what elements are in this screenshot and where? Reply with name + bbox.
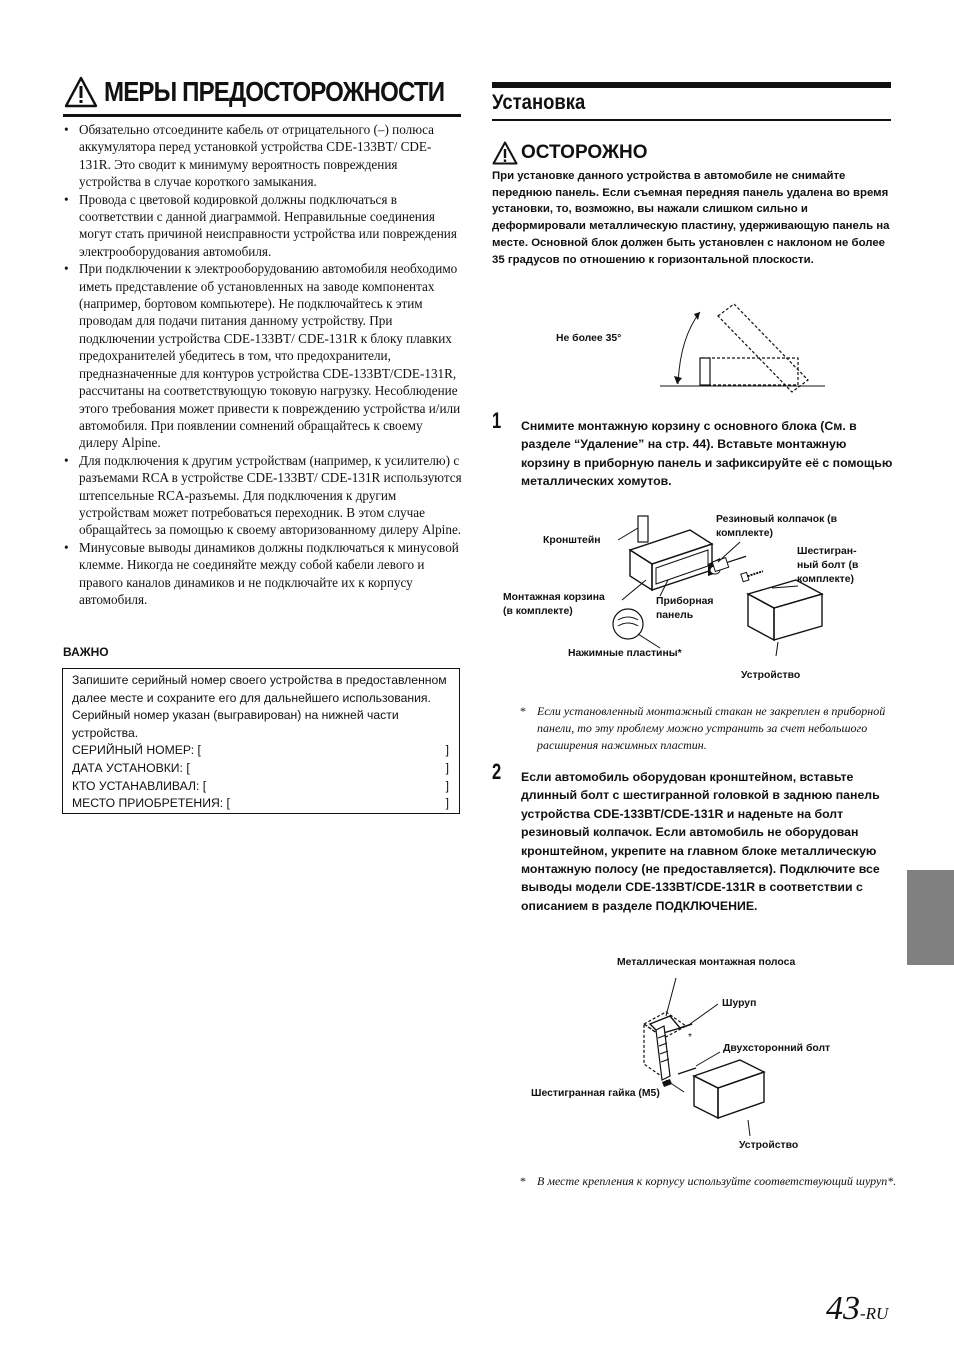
installation-title: Установка: [492, 91, 586, 114]
precautions-list: [62, 121, 462, 608]
label-pressure-plates: Нажимные пластины*: [568, 648, 682, 659]
install-date-field: [72, 760, 449, 778]
field-close: ]: [445, 743, 449, 758]
page-number: [826, 1290, 888, 1328]
caution-title: ОСТОРОЖНО: [521, 142, 648, 163]
label-rubber-cap: Резиновый колпачок (в комплекте): [716, 514, 838, 539]
caution-heading: [492, 140, 648, 166]
important-box: [62, 668, 460, 814]
footnote-2: [520, 1173, 909, 1190]
label-screw: Шуруп: [722, 998, 757, 1009]
step-2-text: Если автомобиль оборудован кронштейном, вставьте длинный болт с шестигранной головкой в заднюю панель устройства CDE-133BT/CDE-131R и наденьте на болт резиновый колпачок. Если автомобиль не оборудован кронштейном, укрепите на главном блоке металлическую монтажную полосу (не предоставляется). Подключите все выводы модели CDE-133BT/CDE-131R в соответствии с описанием в разделе ПОДКЛЮЧЕНИЕ.: [521, 770, 880, 913]
place-of-purchase-field: [72, 795, 449, 813]
label-hex-nut: Шестигранная гайка (M5): [531, 1088, 660, 1099]
label-unit-2: Устройство: [739, 1140, 799, 1151]
field-close: ]: [445, 796, 449, 811]
important-label: ВАЖНО: [63, 645, 109, 659]
label-hex-bolt: Шестигран- ный болт (в комплекте): [797, 546, 859, 585]
field-close: ]: [445, 778, 449, 793]
caution-text: При установке данного устройства в автомобиле не снимайте переднюю панель. Если съемная передняя панель удалена во время установки, то, возможно, вы нажали слишком сильно и деформировали металлическую пластину, удерживающую панель на месте. Основной блок должен быть установлен с наклоном не более 35 градусов по отношению к горизонтальной плоскости.: [492, 170, 890, 266]
label-bracket: Кронштейн: [543, 535, 601, 546]
list-item: • Минусовые выводы динамиков должны подключаться к минусовой клемме. Никогда не соединяйте между собой кабели левого и правого каналов динамиков и не подключайте их к корпусу автомобиля.: [62, 539, 462, 609]
section-tab: [907, 870, 954, 965]
list-item: • Обязательно отсоедините кабель от отрицательного (–) полюса аккумулятора перед установкой устройства CDE-133BT/ CDE-131R. Это сводит к минимуму вероятность повреждения устройства в случае короткого замыкания.: [62, 121, 462, 191]
title-rule: [63, 114, 461, 117]
warning-icon: [492, 141, 518, 165]
left-title-block: [64, 70, 464, 114]
important-text: Запишите серийный номер своего устройства в предоставленном далее месте и сохраните его для дальнейшего использования. Серийный номер указан (выгравирован) на нижней части устройства.: [72, 673, 447, 740]
footnote-1: [520, 703, 909, 753]
angle-diagram: [660, 298, 840, 394]
label-unit: Устройство: [741, 670, 801, 681]
footnote-marker: *: [520, 1174, 526, 1188]
field-close: ]: [445, 760, 449, 775]
section-title-rule: [492, 119, 891, 121]
list-item: • Провода с цветовой кодировкой должны подключаться в соответствии с данной диаграммой. Неправильные соединения могут стать причиной неисправности устройства или повреждения электрооборудования автомобиля.: [62, 191, 462, 261]
label-stud-bolt: Двухсторонний болт: [723, 1043, 831, 1054]
label-mounting-sleeve: Монтажная корзина (в комплекте): [503, 592, 605, 617]
angle-label: Не более 35°: [556, 333, 622, 344]
step-1-text: Снимите монтажную корзину с основного блока (См. в разделе “Удаление” на стр. 44). Вставьте монтажную корзину в приборную панель и зафиксируйте её с помощью металлических хомутов.: [521, 419, 893, 489]
label-dashboard: Приборная панель: [656, 596, 714, 621]
installation-diagram-2: [600, 968, 780, 1138]
list-item: • Для подключения к другим устройствам (например, к усилителю) с разъемами RCA в устройстве CDE-133BT/ CDE-131R используются штепсельные RCA-разъемы. Для подключения к другим устройствам может потребоваться переходник. В этом случае обращайтесь за помощью к своему авторизованному дилеру Alpine.: [62, 452, 462, 539]
precautions-title: МЕРЫ ПРЕДОСТОРОЖНОСТИ: [104, 76, 445, 107]
field-label: СЕРИЙНЫЙ НОМЕР: [: [72, 743, 201, 758]
serial-number-field: [72, 742, 449, 760]
field-label: ДАТА УСТАНОВКИ: [: [72, 760, 190, 775]
footnote-marker: *: [520, 704, 526, 718]
step-2-number: 2: [492, 759, 502, 784]
footnote-2-text: В месте крепления к корпусу используйте соответствующий шуруп*.: [537, 1174, 897, 1188]
page-number-suffix: -RU: [860, 1304, 889, 1323]
label-metal-strap: Металлическая монтажная полоса: [617, 957, 796, 968]
page-number-value: 43: [826, 1290, 860, 1327]
footnote-1-text: Если установленный монтажный стакан не закреплен в приборной панели, то эту проблему можно устранить за счет небольшого расширения нажимных пластин.: [537, 704, 886, 752]
list-item: • При подключении к электрооборудованию автомобиля необходимо иметь представление об установленных на заводе компонентах (например, бортовом компьютере). Не подключайтесь к этим проводам для подачи питания данному устройству. При подключении устройства CDE-133BT/ CDE-131R к блоку плавких предохранителей убедитесь в том, что предохранители, предназначенные для контуров устройства CDE-133BT/CDE-131R, рассчитаны на соответствующую токовую нагрузку. Несоблюдение этого требования может привести к повреждению устройства и/или автомобиля. При появлении сомнений обращайтесь к своему дилеру Alpine.: [62, 260, 462, 451]
field-label: МЕСТО ПРИОБРЕТЕНИЯ: [: [72, 796, 230, 811]
warning-icon: [64, 76, 98, 108]
step-1-number: 1: [492, 408, 502, 433]
field-label: КТО УСТАНАВЛИВАЛ: [: [72, 778, 207, 793]
svg-text:*: *: [688, 1032, 692, 1043]
installer-field: [72, 778, 449, 796]
